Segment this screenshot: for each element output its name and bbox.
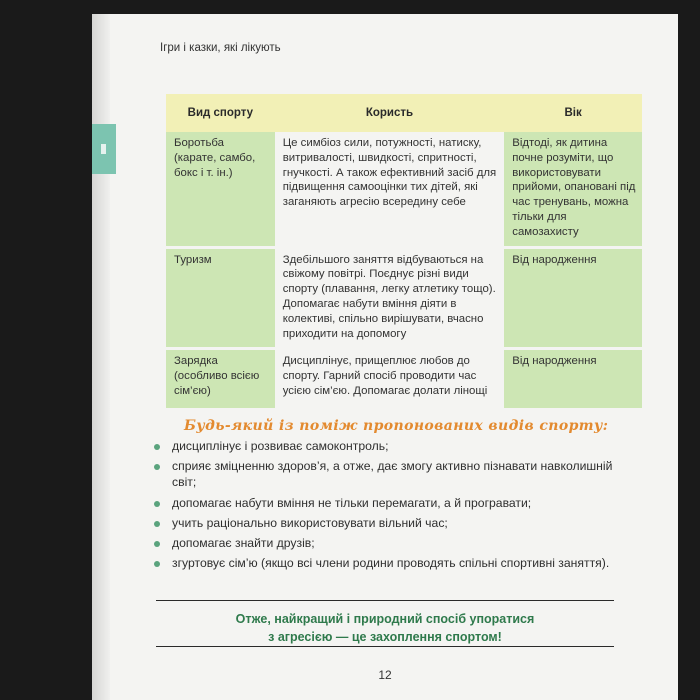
list-item xyxy=(154,495,614,511)
page-number: 12 xyxy=(378,668,392,682)
cell-benefit: Дисциплінує, прищеплює любов до спорту. Гарний спосіб проводити час усією сім’єю. Допомагає долати лінощі xyxy=(275,347,505,408)
bullet-dot-icon xyxy=(154,561,160,567)
table-row xyxy=(166,246,642,348)
table-row xyxy=(166,347,642,408)
list-item xyxy=(154,535,614,551)
table-header-row xyxy=(166,94,642,132)
list-item-text: згуртовує сім’ю (якщо всі члени родини проводять спільні спортивні заняття). xyxy=(172,556,610,571)
cell-sport: Боротьба (карате, самбо, бокс і т. ін.) xyxy=(166,132,275,246)
cell-sport: Туризм xyxy=(166,246,275,348)
conclusion-top-rule xyxy=(156,600,614,601)
list-item xyxy=(154,458,614,490)
list-item-text: допомагає набути вміння не тільки перемагати, а й програвати; xyxy=(172,495,532,510)
bullet-dot-icon xyxy=(154,464,160,470)
cell-age: Від народження xyxy=(504,347,642,408)
benefits-list xyxy=(154,438,614,575)
header-benefit: Користь xyxy=(275,94,505,132)
running-head: Ігри і казки, які лікують xyxy=(160,42,281,54)
page-spine-shadow xyxy=(92,14,110,700)
sports-table xyxy=(166,94,642,408)
cell-benefit: Здебільшого заняття відбуваються на свіжому повітрі. Поєднує різні види спорту (плавання, легку атлетику тощо). Допомагає набути вміння діяти в колективі, спільно вирішувати, вчасно приходити на допомогу xyxy=(275,246,505,348)
cell-benefit: Це симбіоз сили, потужності, натиску, витривалості, швидкості, спритності, гнучкості. А також ефективний засіб для підвищення самооцінки тих дітей, які заганяють агресію всередину себе xyxy=(275,132,505,246)
list-item xyxy=(154,438,614,454)
list-item xyxy=(154,555,614,571)
book-page xyxy=(92,14,678,700)
list-item-text: допомагає знайти друзів; xyxy=(172,536,315,551)
bullet-dot-icon xyxy=(154,444,160,450)
conclusion-line-2: з агресією — це захоплення спортом! xyxy=(268,630,502,644)
list-item xyxy=(154,515,614,531)
header-sport: Вид спорту xyxy=(166,94,275,132)
chapter-tab-marker xyxy=(92,124,116,174)
bullet-dot-icon xyxy=(154,521,160,527)
conclusion-bottom-rule xyxy=(156,646,614,647)
section-subheading: Будь-який із поміж пропонованих видів спорту: xyxy=(184,418,609,434)
header-age: Вік xyxy=(504,94,642,132)
cell-age: Відтоді, як дитина почне розуміти, що використовувати прийоми, опановані під час тренувань, можна тільки для самозахисту xyxy=(504,132,642,246)
conclusion-callout xyxy=(156,610,614,646)
list-item-text: дисциплінує і розвиває самоконтроль; xyxy=(172,439,389,453)
table-row xyxy=(166,132,642,246)
bullet-dot-icon xyxy=(154,541,160,547)
cell-sport: Зарядка (особливо всією сім’єю) xyxy=(166,347,275,408)
conclusion-line-1: Отже, найкращий і природний спосіб упоратися xyxy=(235,612,535,626)
chapter-tab-mark xyxy=(101,144,106,154)
bullet-dot-icon xyxy=(154,501,160,507)
cell-age: Від народження xyxy=(504,246,642,348)
list-item-text: учить раціонально використовувати вільний час; xyxy=(172,515,448,530)
list-item-text: сприяє зміцненню здоров’я, а отже, дає змогу активно пізнавати навколишній світ; xyxy=(172,459,613,490)
